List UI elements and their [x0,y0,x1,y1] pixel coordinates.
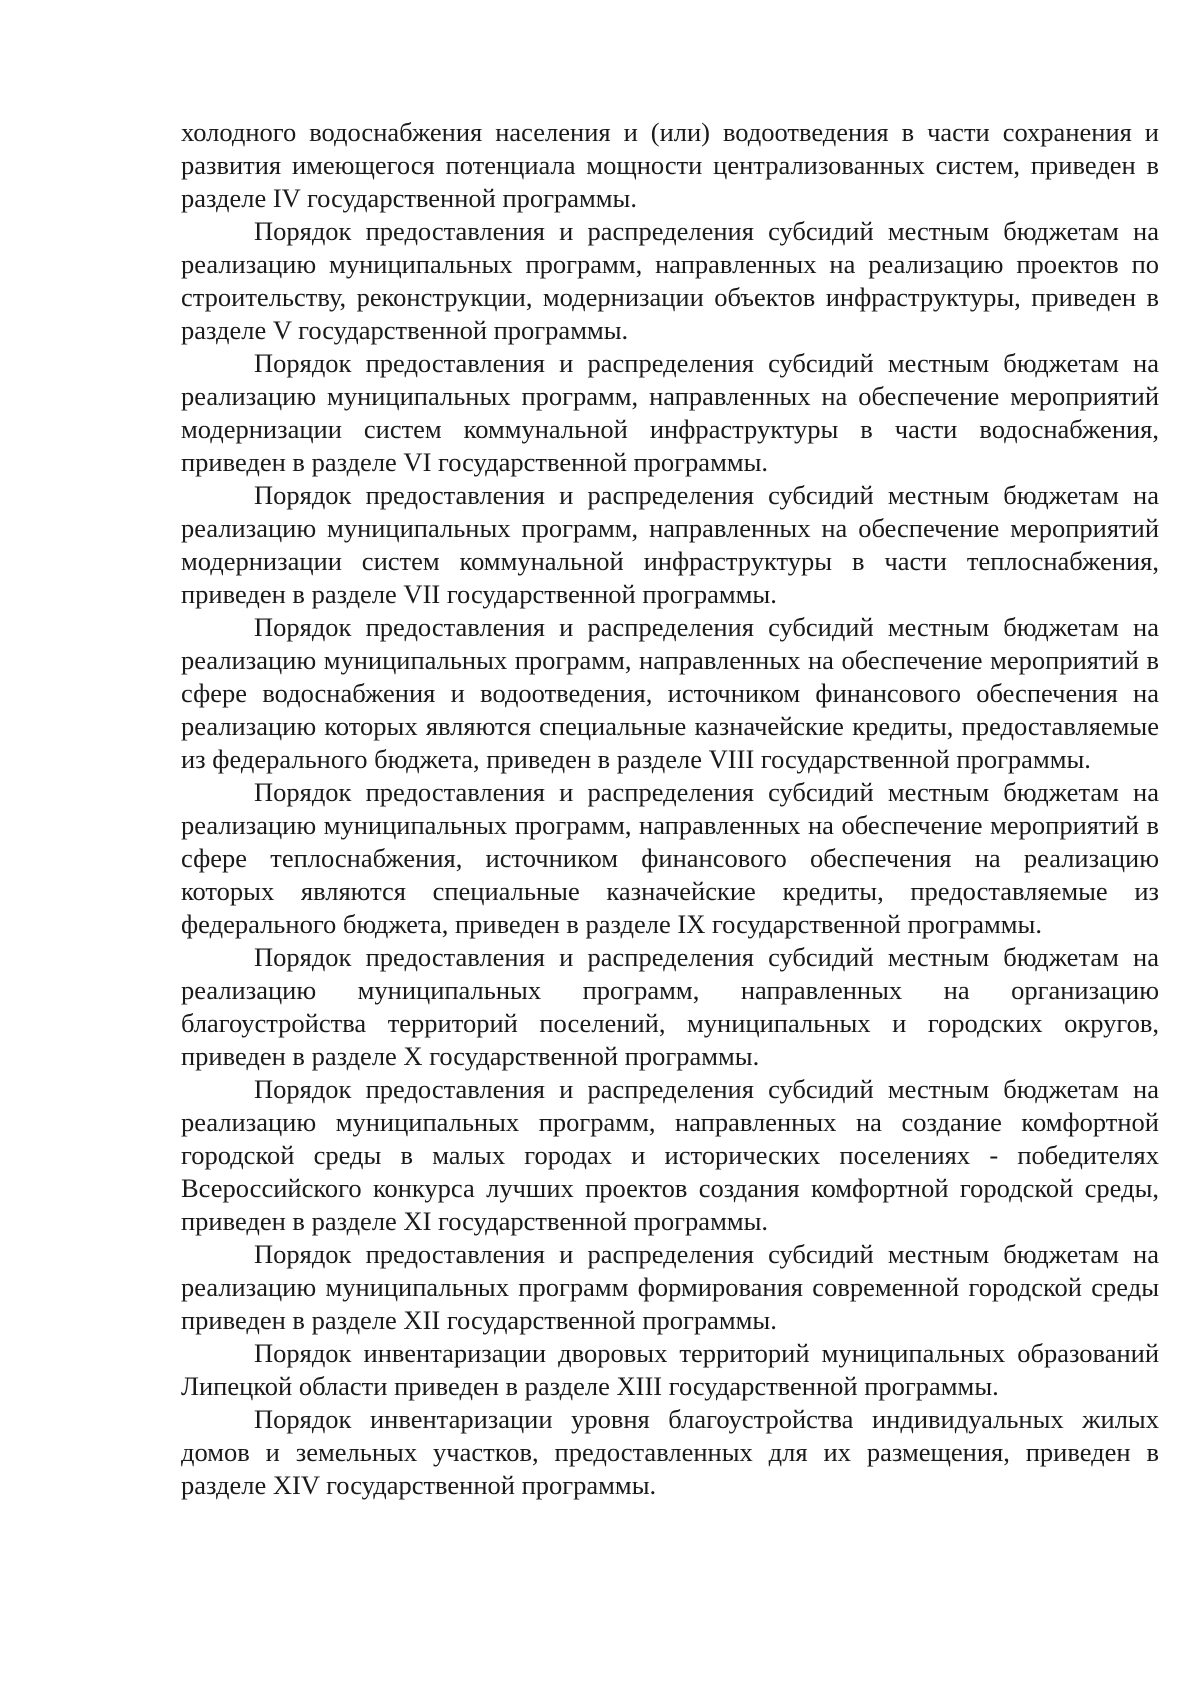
paragraph-section-vi: Порядок предоставления и распределения субсидий местным бюджетам на реализацию муниципальных программ, направленных на обеспечение мероприятий модернизации систем коммунальной инфраструктуры в части водоснабжения, приведен в разделе VI государственной программы. [181,348,1159,477]
paragraph-section-vii: Порядок предоставления и распределения субсидий местным бюджетам на реализацию муниципальных программ, направленных на обеспечение мероприятий модернизации систем коммунальной инфраструктуры в части теплоснабжения, приведен в разделе VII государственной программы. [181,480,1159,609]
paragraph-section-v: Порядок предоставления и распределения субсидий местным бюджетам на реализацию муниципальных программ, направленных на реализацию проектов по строительству, реконструкции, модернизации объектов инфраструктуры, приведен в разделе V государственной программы. [181,216,1159,345]
paragraph-section-ix: Порядок предоставления и распределения субсидий местным бюджетам на реализацию муниципальных программ, направленных на обеспечение мероприятий в сфере теплоснабжения, источником финансового обеспечения на реализацию которых являются специальные казначейские кредиты, предоставляемые из федерального бюджета, приведен в разделе IX государственной программы. [181,777,1159,939]
paragraph-section-xi: Порядок предоставления и распределения субсидий местным бюджетам на реализацию муниципальных программ, направленных на создание комфортной городской среды в малых городах и исторических поселениях - победителях Всероссийского конкурса лучших проектов создания комфортной городской среды, приведен в разделе XI государственной программы. [181,1074,1159,1236]
paragraph-section-x: Порядок предоставления и распределения субсидий местным бюджетам на реализацию муниципальных программ, направленных на организацию благоустройства территорий поселений, муниципальных и городских округов, приведен в разделе X государственной программы. [181,942,1159,1071]
paragraph-section-xiii: Порядок инвентаризации дворовых территорий муниципальных образований Липецкой области приведен в разделе XIII государственной программы. [181,1338,1159,1401]
paragraph-section-xiv: Порядок инвентаризации уровня благоустройства индивидуальных жилых домов и земельных участков, предоставленных для их размещения, приведен в разделе XIV государственной программы. [181,1404,1159,1500]
document-body [181,116,1159,1502]
paragraph-section-viii: Порядок предоставления и распределения субсидий местным бюджетам на реализацию муниципальных программ, направленных на обеспечение мероприятий в сфере водоснабжения и водоотведения, источником финансового обеспечения на реализацию которых являются специальные казначейские кредиты, предоставляемые из федерального бюджета, приведен в разделе VIII государственной программы. [181,612,1159,774]
paragraph-section-xii: Порядок предоставления и распределения субсидий местным бюджетам на реализацию муниципальных программ формирования современной городской среды приведен в разделе XII государственной программы. [181,1239,1159,1335]
paragraph-section-iv: холодного водоснабжения населения и (или) водоотведения в части сохранения и развития имеющегося потенциала мощности централизованных систем, приведен в разделе IV государственной программы. [181,117,1159,213]
